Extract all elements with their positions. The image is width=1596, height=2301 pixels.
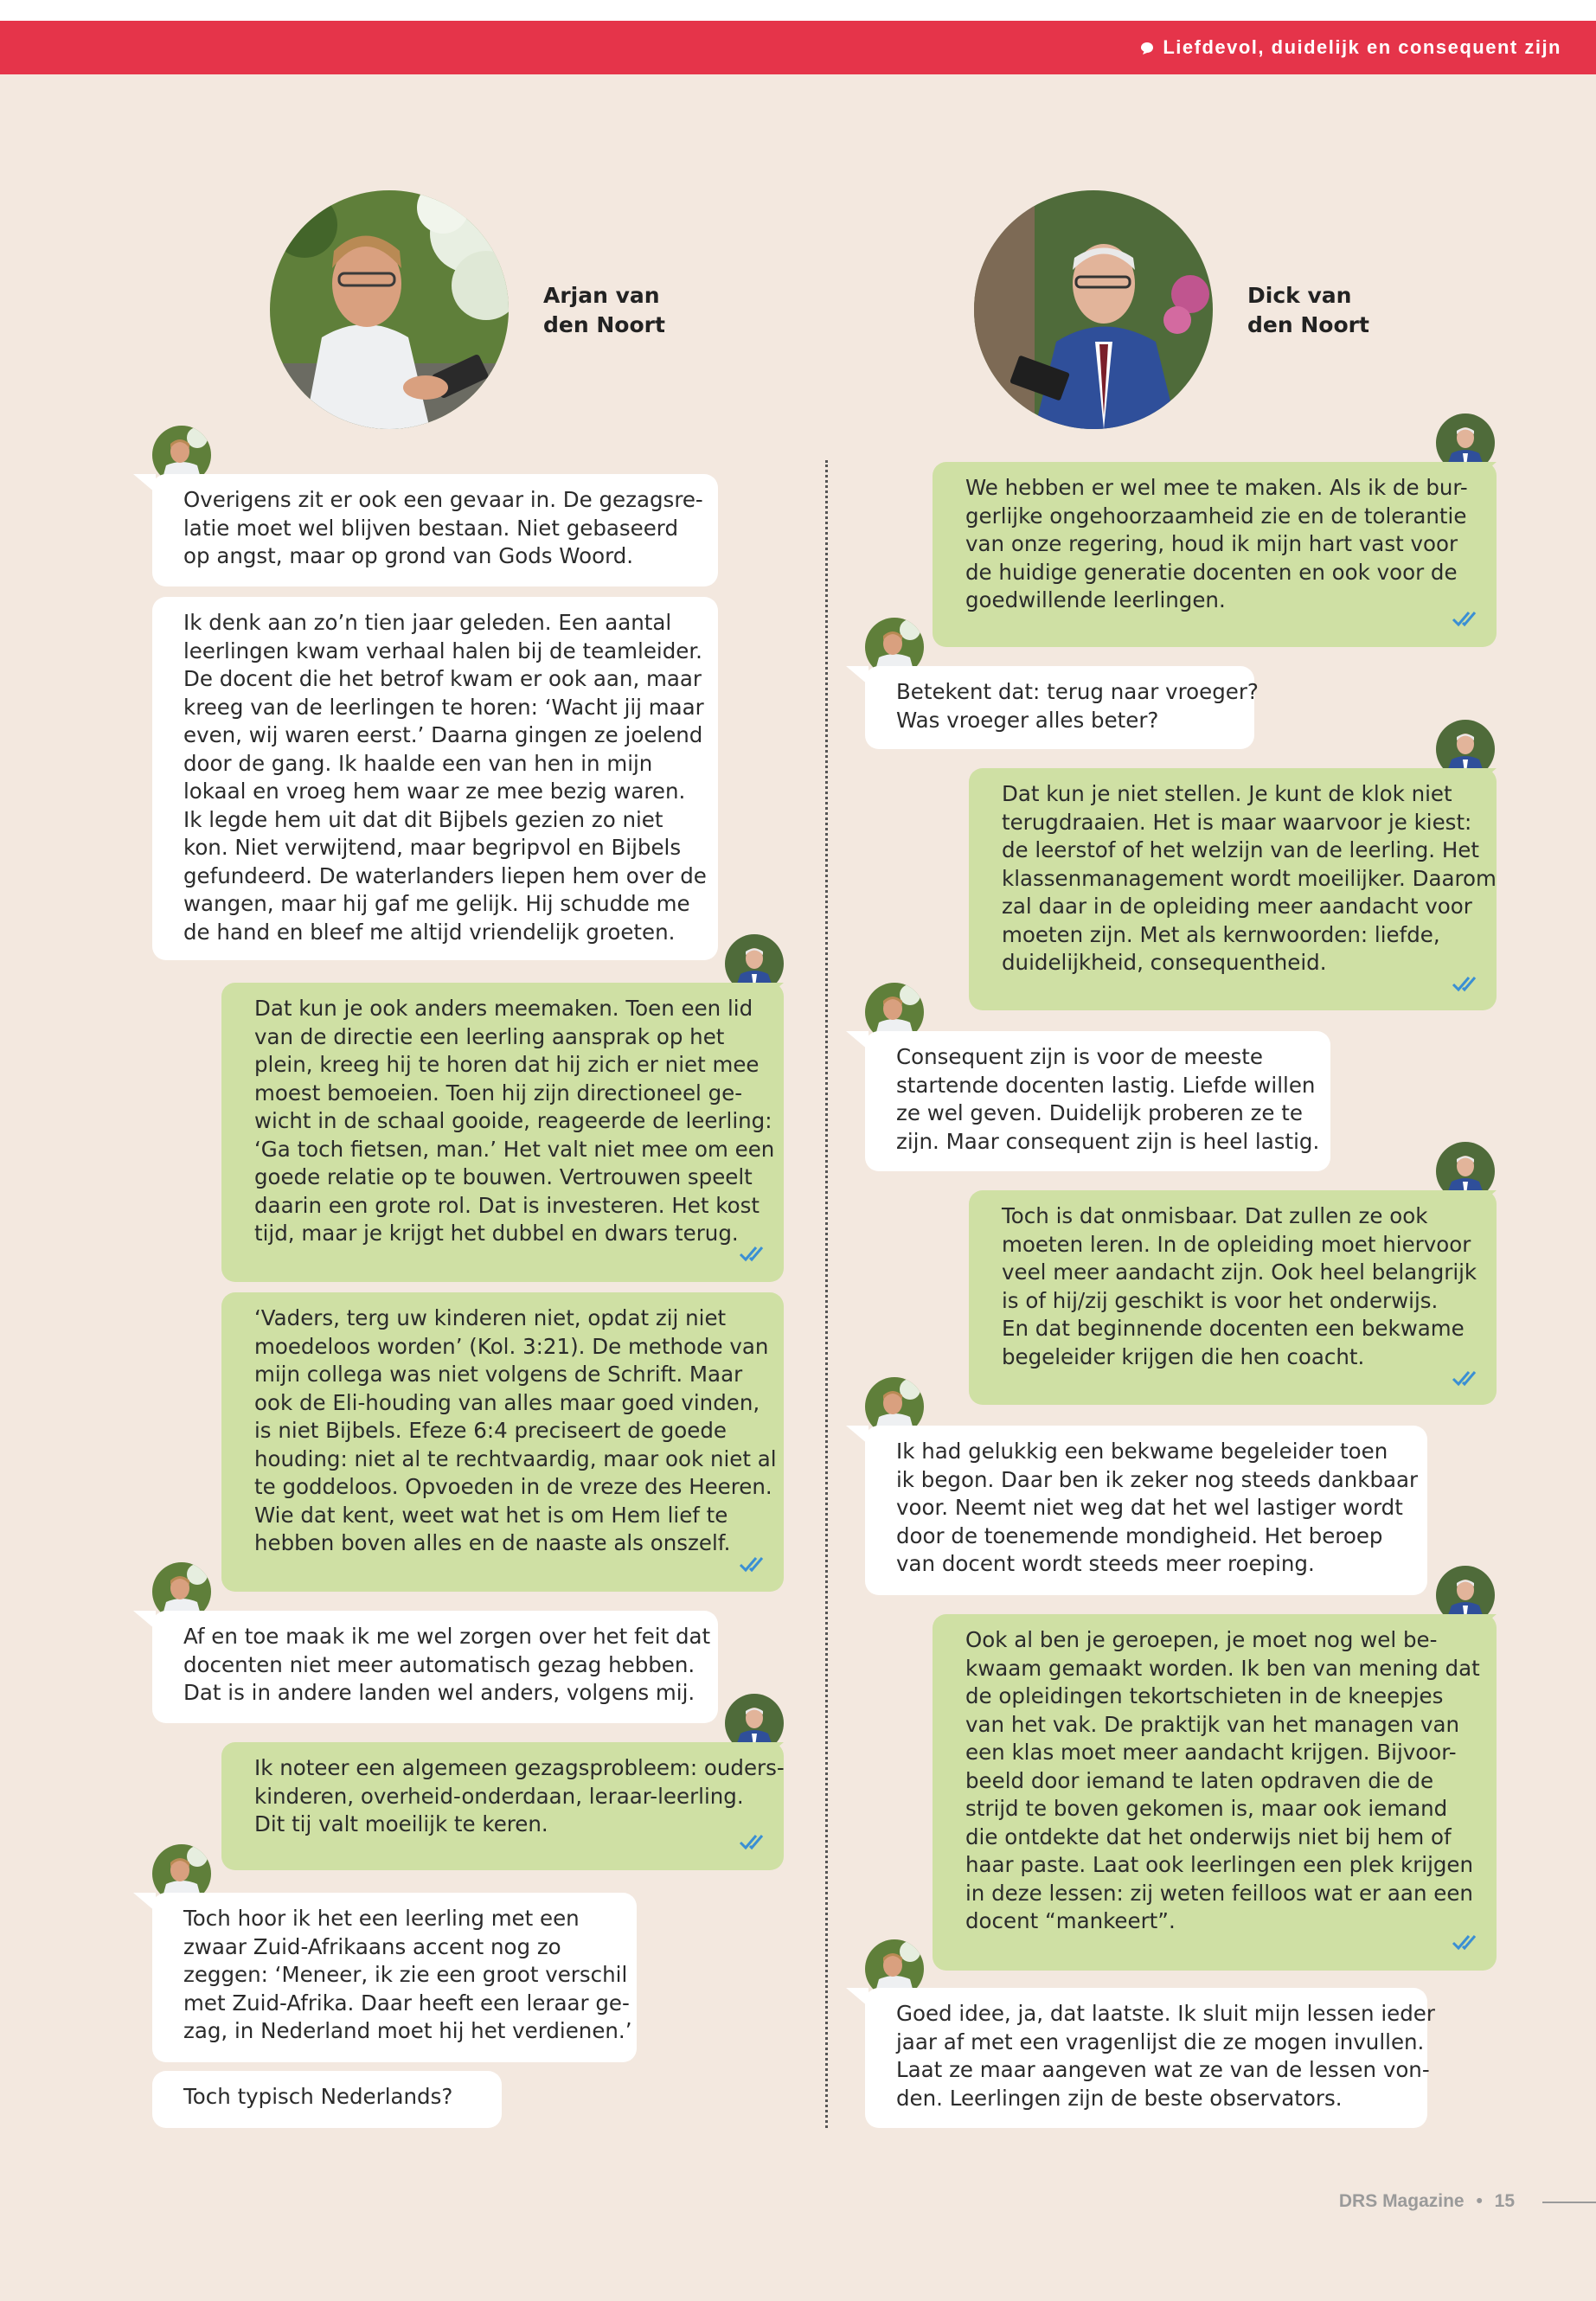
speech-bubble-icon xyxy=(1140,42,1154,55)
message-line: veel meer aandacht zijn. Ook heel belangrijk xyxy=(1002,1259,1477,1285)
message-line: begeleider krijgen die hen coacht. xyxy=(1002,1343,1365,1369)
message-line: kinderen, overheid-onderdaan, leraar-leerling. xyxy=(254,1783,744,1809)
portrait-arjan xyxy=(270,190,509,429)
message-line: docenten niet meer automatisch gezag hebben. xyxy=(183,1651,695,1677)
message-line: docent “mankeert”. xyxy=(965,1908,1176,1933)
message-line: Dit tij valt moeilijk te keren. xyxy=(254,1811,548,1836)
message-line: terugdraaien. Het is maar waarvoor je kiest: xyxy=(1002,809,1472,835)
message-line: den. Leerlingen zijn de beste observators. xyxy=(896,2085,1343,2111)
footer-separator: • xyxy=(1476,2191,1483,2211)
message-line: zeggen: ‘Meneer, ik zie een groot verschil xyxy=(183,1962,628,1987)
message-line: mijn collega was niet volgens de Schrift. Maar xyxy=(254,1362,743,1387)
chat-bubble-arjan xyxy=(152,2071,502,2128)
message-line: de hand en bleef me altijd vriendelijk groeten. xyxy=(183,919,676,945)
message-line: goede relatie op te bouwen. Vertrouwen speelt xyxy=(254,1164,753,1189)
chat-bubble-arjan xyxy=(865,1426,1427,1595)
message-line: in deze lessen: zij weten feilloos wat er aan een xyxy=(965,1880,1473,1906)
message-line: is niet Bijbels. Efeze 6:4 preciseert de goede xyxy=(254,1418,727,1443)
message-line: een klas moet meer aandacht krijgen. Bijvoor- xyxy=(965,1740,1457,1765)
message-line: even, wij waren eerst.’ Daarna gingen ze joelend xyxy=(183,722,703,747)
message-line: lokaal en vroeg hem waar ze mee bezig waren. xyxy=(183,779,686,804)
chat-bubble-arjan xyxy=(152,474,718,586)
message-line: op angst, maar op grond van Gods Woord. xyxy=(183,543,634,568)
message-line: Af en toe maak ik me wel zorgen over het feit dat xyxy=(183,1624,711,1649)
message-line: beeld door iemand te laten opdraven die de xyxy=(965,1767,1434,1793)
chat-bubble-dick xyxy=(221,1292,784,1592)
chat-bubble-arjan xyxy=(865,666,1259,749)
message-line: moeten leren. In de opleiding moet hiervoor xyxy=(1002,1231,1471,1257)
message-line: hebben boven alles en de naaste als onszelf. xyxy=(254,1530,731,1555)
message-line: Ik legde hem uit dat dit Bijbels gezien zo niet xyxy=(183,806,663,832)
message-line: plein, kreeg hij te horen dat hij zich er niet mee xyxy=(254,1052,760,1077)
message-line: door de gang. Ik haalde een van hen in mijn xyxy=(183,750,653,776)
message-line: voor. Neemt niet weg dat het wel lastiger wordt xyxy=(896,1495,1403,1520)
top-margin xyxy=(0,0,1596,21)
read-receipt-icon xyxy=(739,1832,768,1851)
read-receipt-icon xyxy=(1452,609,1481,628)
message-line: haar paste. Laat ook leerlingen een plek krijgen xyxy=(965,1852,1474,1877)
message-line: Consequent zijn is voor de meeste xyxy=(896,1044,1263,1069)
chat-bubble-arjan xyxy=(865,1031,1330,1171)
chat-bubble-dick xyxy=(933,462,1497,647)
section-banner xyxy=(0,21,1596,74)
chat-bubble-arjan xyxy=(865,1988,1435,2128)
magazine-name: DRS Magazine xyxy=(1338,2191,1465,2211)
message-line: duidelijkheid, consequentheid. xyxy=(1002,950,1327,975)
chat-bubble-arjan xyxy=(152,1893,637,2062)
message-line: ook de Eli-houding van alles maar goed vinden, xyxy=(254,1389,760,1415)
message-line: ‘Ga toch fietsen, man.’ Het valt niet mee om een xyxy=(254,1136,775,1162)
message-line: Ik had gelukkig een bekwame begeleider toen xyxy=(896,1439,1388,1464)
message-line: Toch hoor ik het een leerling met een xyxy=(183,1906,580,1931)
message-line: Toch is dat onmisbaar. Dat zullen ze ook xyxy=(1002,1203,1428,1228)
message-line: de leerstof of het welzijn van de leerling. Het xyxy=(1002,837,1479,862)
footer-rule xyxy=(1542,2202,1596,2203)
message-line: van onze regering, houd ik mijn hart vast voor xyxy=(965,531,1458,556)
message-line: moest bemoeien. Toen hij zijn directioneel ge- xyxy=(254,1080,743,1106)
message-line: strijd te boven gekomen is, maar ook iemand xyxy=(965,1796,1448,1821)
message-line: Wie dat kent, weet wat het is om Hem lief te xyxy=(254,1502,728,1528)
message-line: kon. Niet verwijtend, maar begripvol en Bijbels xyxy=(183,835,682,860)
message-line: ze wel geven. Duidelijk proberen ze te xyxy=(896,1100,1303,1125)
chat-bubble-dick xyxy=(933,1614,1497,1971)
section-title-text: Liefdevol, duidelijk en consequent zijn xyxy=(1163,36,1561,58)
message-line: tijd, maar je krijgt het dubbel en dwars terug. xyxy=(254,1221,739,1246)
message-line: Dat kun je ook anders meemaken. Toen een lid xyxy=(254,996,753,1021)
message-line: is of hij/zij geschikt is voor het onderwijs. xyxy=(1002,1287,1439,1313)
message-line: zal daar in de opleiding meer aandacht voor xyxy=(1002,894,1472,919)
message-line: die ontdekte dat het onderwijs niet bij hem of xyxy=(965,1823,1452,1849)
chat-bubble-dick xyxy=(969,1190,1497,1405)
message-line: Goed idee, ja, dat laatste. Ik sluit mijn lessen ieder xyxy=(896,2001,1435,2026)
message-line: Betekent dat: terug naar vroeger? xyxy=(896,679,1259,704)
read-receipt-icon xyxy=(739,1554,768,1574)
name-arjan-line2: den Noort xyxy=(543,312,665,337)
section-title xyxy=(1140,21,1561,74)
message-line: moeten zijn. Met als kernwoorden: liefde, xyxy=(1002,921,1440,947)
chat-bubble-dick xyxy=(969,768,1497,1010)
message-line: We hebben er wel mee te maken. Als ik de bur- xyxy=(965,475,1468,500)
chat-bubble-arjan xyxy=(152,597,718,960)
message-line: latie moet wel blijven bestaan. Niet gebaseerd xyxy=(183,515,679,541)
message-line: zag, in Nederland moet hij het verdienen.’ xyxy=(183,2018,632,2043)
message-line: zwaar Zuid-Afrikaans accent nog zo xyxy=(183,1933,561,1959)
message-line: te goddeloos. Opvoeden in de vreze des Heeren. xyxy=(254,1474,772,1499)
message-line: daarin een grote rol. Dat is investeren. Het kost xyxy=(254,1192,760,1218)
message-line: gefundeerd. De waterlanders liepen hem over de xyxy=(183,862,707,888)
message-line: moedeloos worden’ (Kol. 3:21). De methode van xyxy=(254,1333,769,1359)
name-arjan xyxy=(543,281,665,340)
message-line: zijn. Maar consequent zijn is heel lastig. xyxy=(896,1128,1320,1154)
message-line: Ik noteer een algemeen gezagsprobleem: ouders- xyxy=(254,1755,785,1780)
message-line: de opleidingen tekortschieten in de kneepjes xyxy=(965,1683,1444,1708)
message-line: Dat kun je niet stellen. Je kunt de klok niet xyxy=(1002,781,1452,806)
message-line: de huidige generatie docenten en ook voor de xyxy=(965,559,1458,585)
message-line: leerlingen kwam verhaal halen bij de teamleider. xyxy=(183,638,702,663)
message-line: En dat beginnende docenten een bekwame xyxy=(1002,1316,1465,1341)
message-line: Toch typisch Nederlands? xyxy=(183,2084,453,2109)
read-receipt-icon xyxy=(739,1244,768,1263)
name-dick xyxy=(1247,281,1369,340)
message-line: van docent wordt steeds meer roeping. xyxy=(896,1551,1315,1576)
message-line: door de toenemende mondigheid. Het beroep xyxy=(896,1522,1383,1548)
message-line: Ik denk aan zo’n tien jaar geleden. Een aantal xyxy=(183,610,672,635)
name-dick-line2: den Noort xyxy=(1247,312,1369,337)
chat-bubble-arjan xyxy=(152,1611,718,1723)
message-line: ik begon. Daar ben ik zeker nog steeds dankbaar xyxy=(896,1466,1419,1492)
message-line: kreeg van de leerlingen te horen: ‘Wacht jij maar xyxy=(183,694,704,720)
message-line: jaar af met een vragenlijst die ze mogen invullen. xyxy=(896,2029,1425,2054)
chat-bubble-dick xyxy=(221,983,784,1282)
chat-bubble-dick xyxy=(221,1742,784,1870)
message-line: Laat ze maar aangeven wat ze van de lessen von- xyxy=(896,2057,1430,2082)
message-line: van het vak. De praktijk van het managen van xyxy=(965,1711,1460,1737)
name-arjan-line1: Arjan van xyxy=(543,283,660,308)
read-receipt-icon xyxy=(1452,1932,1481,1952)
message-line: wangen, maar hij gaf me gelijk. Hij schudde me xyxy=(183,891,690,916)
message-line: houding: niet al te rechtvaardig, maar ook niet al xyxy=(254,1445,777,1471)
message-line: De docent die het betrof kwam er ook aan, maar xyxy=(183,666,702,691)
message-line: met Zuid-Afrika. Daar heeft een leraar ge- xyxy=(183,1990,630,2016)
portrait-dick xyxy=(974,190,1213,429)
message-line: Ook al ben je geroepen, je moet nog wel be- xyxy=(965,1627,1438,1652)
column-divider xyxy=(825,460,828,2128)
message-line: goedwillende leerlingen. xyxy=(965,587,1226,612)
message-line: startende docenten lastig. Liefde willen xyxy=(896,1072,1316,1098)
message-line: Was vroeger alles beter? xyxy=(896,707,1159,733)
message-line: wicht in de schaal gooide, reageerde de leerling: xyxy=(254,1108,772,1133)
page-number: 15 xyxy=(1494,2191,1515,2211)
page-footer xyxy=(1339,2189,1515,2214)
message-line: Dat is in andere landen wel anders, volgens mij. xyxy=(183,1680,695,1705)
name-dick-line1: Dick van xyxy=(1247,283,1352,308)
message-line: klassenmanagement wordt moeilijker. Daarom xyxy=(1002,865,1497,891)
read-receipt-icon xyxy=(1452,1368,1481,1388)
read-receipt-icon xyxy=(1452,974,1481,993)
message-line: van de directie een leerling aansprak op het xyxy=(254,1023,725,1049)
message-line: ‘Vaders, terg uw kinderen niet, opdat zij niet xyxy=(254,1305,727,1330)
message-line: gerlijke ongehoorzaamheid zie en de tolerantie xyxy=(965,503,1467,529)
message-line: kwaam gemaakt worden. Ik ben van mening dat xyxy=(965,1655,1480,1681)
message-line: Overigens zit er ook een gevaar in. De gezagsre- xyxy=(183,487,703,512)
